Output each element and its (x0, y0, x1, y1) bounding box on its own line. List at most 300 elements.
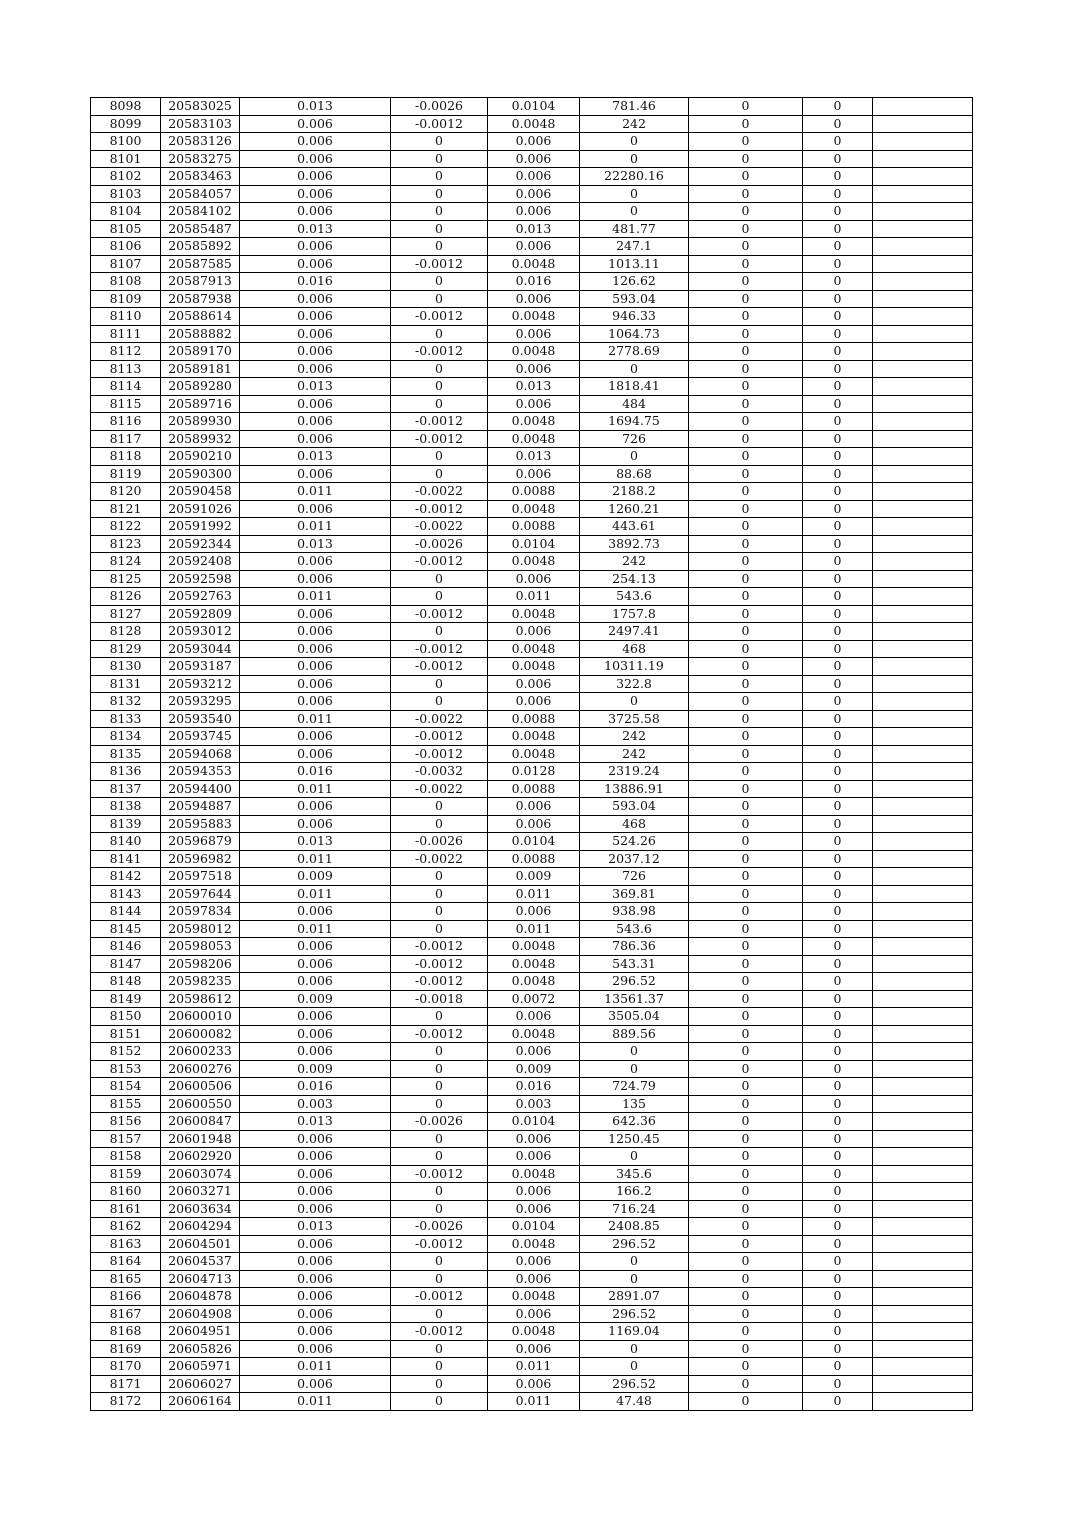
blank-cell (873, 1288, 973, 1306)
value-a-cell: 0.011 (240, 850, 391, 868)
amount-cell: 2891.07 (580, 1288, 689, 1306)
blank-cell (873, 658, 973, 676)
row-number-cell: 8130 (91, 658, 161, 676)
flag-a-cell: 0 (689, 343, 803, 361)
amount-cell: 296.52 (580, 1305, 689, 1323)
amount-cell: 47.48 (580, 1393, 689, 1411)
value-c-cell: 0.006 (488, 798, 580, 816)
flag-b-cell: 0 (803, 1253, 873, 1271)
table-row (91, 1008, 973, 1026)
id-cell: 20595883 (161, 815, 240, 833)
value-b-cell: 0 (391, 693, 488, 711)
value-a-cell: 0.013 (240, 1113, 391, 1131)
flag-a-cell: 0 (689, 1183, 803, 1201)
value-c-cell: 0.006 (488, 290, 580, 308)
value-b-cell: 0 (391, 360, 488, 378)
flag-b-cell: 0 (803, 605, 873, 623)
blank-cell (873, 133, 973, 151)
flag-b-cell: 0 (803, 1165, 873, 1183)
value-c-cell: 0.0048 (488, 255, 580, 273)
table-row (91, 710, 973, 728)
blank-cell (873, 798, 973, 816)
value-c-cell: 0.006 (488, 185, 580, 203)
table-row (91, 833, 973, 851)
row-number-cell: 8126 (91, 588, 161, 606)
amount-cell: 22280.16 (580, 168, 689, 186)
value-c-cell: 0.013 (488, 378, 580, 396)
value-a-cell: 0.016 (240, 1078, 391, 1096)
id-cell: 20592408 (161, 553, 240, 571)
row-number-cell: 8120 (91, 483, 161, 501)
flag-a-cell: 0 (689, 798, 803, 816)
id-cell: 20600233 (161, 1043, 240, 1061)
flag-b-cell: 0 (803, 98, 873, 116)
id-cell: 20585892 (161, 238, 240, 256)
value-a-cell: 0.006 (240, 605, 391, 623)
blank-cell (873, 1130, 973, 1148)
table-row (91, 763, 973, 781)
blank-cell (873, 693, 973, 711)
table-row (91, 413, 973, 431)
id-cell: 20583126 (161, 133, 240, 151)
amount-cell: 296.52 (580, 1235, 689, 1253)
value-a-cell: 0.006 (240, 798, 391, 816)
flag-a-cell: 0 (689, 360, 803, 378)
flag-a-cell: 0 (689, 1288, 803, 1306)
flag-a-cell: 0 (689, 290, 803, 308)
value-b-cell: 0 (391, 1358, 488, 1376)
value-a-cell: 0.011 (240, 483, 391, 501)
flag-b-cell: 0 (803, 1148, 873, 1166)
value-b-cell: 0 (391, 1078, 488, 1096)
table-row (91, 1165, 973, 1183)
amount-cell: 724.79 (580, 1078, 689, 1096)
row-number-cell: 8111 (91, 325, 161, 343)
value-c-cell: 0.0104 (488, 535, 580, 553)
amount-cell: 593.04 (580, 290, 689, 308)
blank-cell (873, 1113, 973, 1131)
row-number-cell: 8169 (91, 1340, 161, 1358)
flag-a-cell: 0 (689, 483, 803, 501)
value-b-cell: 0 (391, 1375, 488, 1393)
row-number-cell: 8133 (91, 710, 161, 728)
value-a-cell: 0.006 (240, 728, 391, 746)
amount-cell: 468 (580, 815, 689, 833)
value-a-cell: 0.006 (240, 640, 391, 658)
flag-a-cell: 0 (689, 1270, 803, 1288)
amount-cell: 10311.19 (580, 658, 689, 676)
blank-cell (873, 518, 973, 536)
flag-b-cell: 0 (803, 658, 873, 676)
value-b-cell: 0 (391, 1270, 488, 1288)
flag-b-cell: 0 (803, 570, 873, 588)
flag-a-cell: 0 (689, 535, 803, 553)
row-number-cell: 8142 (91, 868, 161, 886)
value-b-cell: -0.0032 (391, 763, 488, 781)
blank-cell (873, 220, 973, 238)
flag-a-cell: 0 (689, 1218, 803, 1236)
value-b-cell: -0.0012 (391, 1288, 488, 1306)
flag-a-cell: 0 (689, 465, 803, 483)
row-number-cell: 8123 (91, 535, 161, 553)
blank-cell (873, 1340, 973, 1358)
value-b-cell: 0 (391, 885, 488, 903)
value-b-cell: -0.0012 (391, 640, 488, 658)
value-a-cell: 0.011 (240, 588, 391, 606)
table-row (91, 588, 973, 606)
id-cell: 20597644 (161, 885, 240, 903)
value-b-cell: 0 (391, 1393, 488, 1411)
value-b-cell: 0 (391, 1148, 488, 1166)
row-number-cell: 8128 (91, 623, 161, 641)
value-c-cell: 0.0048 (488, 343, 580, 361)
flag-a-cell: 0 (689, 308, 803, 326)
blank-cell (873, 1305, 973, 1323)
value-c-cell: 0.011 (488, 885, 580, 903)
amount-cell: 1169.04 (580, 1323, 689, 1341)
table-row (91, 1095, 973, 1113)
value-c-cell: 0.006 (488, 133, 580, 151)
blank-cell (873, 1358, 973, 1376)
amount-cell: 13886.91 (580, 780, 689, 798)
amount-cell: 242 (580, 745, 689, 763)
value-c-cell: 0.0088 (488, 483, 580, 501)
value-b-cell: -0.0012 (391, 1025, 488, 1043)
row-number-cell: 8151 (91, 1025, 161, 1043)
value-b-cell: -0.0022 (391, 518, 488, 536)
id-cell: 20600550 (161, 1095, 240, 1113)
blank-cell (873, 448, 973, 466)
flag-a-cell: 0 (689, 168, 803, 186)
amount-cell: 0 (580, 185, 689, 203)
table-row (91, 343, 973, 361)
blank-cell (873, 1078, 973, 1096)
id-cell: 20590210 (161, 448, 240, 466)
blank-cell (873, 780, 973, 798)
value-a-cell: 0.006 (240, 1340, 391, 1358)
flag-b-cell: 0 (803, 763, 873, 781)
blank-cell (873, 570, 973, 588)
flag-a-cell: 0 (689, 973, 803, 991)
table-row (91, 168, 973, 186)
table-row (91, 798, 973, 816)
flag-a-cell: 0 (689, 1025, 803, 1043)
table-row (91, 360, 973, 378)
blank-cell (873, 640, 973, 658)
value-a-cell: 0.006 (240, 1375, 391, 1393)
value-a-cell: 0.006 (240, 203, 391, 221)
row-number-cell: 8104 (91, 203, 161, 221)
row-number-cell: 8137 (91, 780, 161, 798)
value-c-cell: 0.0048 (488, 955, 580, 973)
flag-a-cell: 0 (689, 133, 803, 151)
value-a-cell: 0.006 (240, 395, 391, 413)
flag-a-cell: 0 (689, 623, 803, 641)
value-b-cell: 0 (391, 1305, 488, 1323)
id-cell: 20600082 (161, 1025, 240, 1043)
table-row (91, 325, 973, 343)
flag-a-cell: 0 (689, 710, 803, 728)
table-row (91, 640, 973, 658)
value-b-cell: 0 (391, 675, 488, 693)
blank-cell (873, 605, 973, 623)
table-row (91, 1148, 973, 1166)
value-a-cell: 0.006 (240, 308, 391, 326)
flag-b-cell: 0 (803, 395, 873, 413)
flag-b-cell: 0 (803, 973, 873, 991)
flag-b-cell: 0 (803, 1113, 873, 1131)
value-c-cell: 0.006 (488, 693, 580, 711)
table-row (91, 1060, 973, 1078)
table-row (91, 518, 973, 536)
amount-cell: 2319.24 (580, 763, 689, 781)
blank-cell (873, 885, 973, 903)
amount-cell: 296.52 (580, 973, 689, 991)
flag-a-cell: 0 (689, 1375, 803, 1393)
flag-a-cell: 0 (689, 1305, 803, 1323)
flag-b-cell: 0 (803, 1130, 873, 1148)
flag-a-cell: 0 (689, 413, 803, 431)
id-cell: 20589280 (161, 378, 240, 396)
flag-a-cell: 0 (689, 868, 803, 886)
value-a-cell: 0.006 (240, 553, 391, 571)
value-b-cell: -0.0012 (391, 658, 488, 676)
id-cell: 20606027 (161, 1375, 240, 1393)
value-a-cell: 0.006 (240, 168, 391, 186)
blank-cell (873, 1043, 973, 1061)
blank-cell (873, 763, 973, 781)
flag-b-cell: 0 (803, 955, 873, 973)
flag-a-cell: 0 (689, 98, 803, 116)
row-number-cell: 8165 (91, 1270, 161, 1288)
blank-cell (873, 1095, 973, 1113)
value-c-cell: 0.006 (488, 465, 580, 483)
flag-b-cell: 0 (803, 745, 873, 763)
id-cell: 20603634 (161, 1200, 240, 1218)
flag-b-cell: 0 (803, 850, 873, 868)
table-row (91, 605, 973, 623)
flag-b-cell: 0 (803, 185, 873, 203)
value-a-cell: 0.006 (240, 430, 391, 448)
flag-a-cell: 0 (689, 448, 803, 466)
flag-b-cell: 0 (803, 1025, 873, 1043)
row-number-cell: 8115 (91, 395, 161, 413)
flag-a-cell: 0 (689, 675, 803, 693)
value-c-cell: 0.006 (488, 1200, 580, 1218)
blank-cell (873, 115, 973, 133)
blank-cell (873, 675, 973, 693)
value-b-cell: 0 (391, 920, 488, 938)
id-cell: 20600506 (161, 1078, 240, 1096)
amount-cell: 254.13 (580, 570, 689, 588)
amount-cell: 369.81 (580, 885, 689, 903)
value-b-cell: -0.0012 (391, 1323, 488, 1341)
value-a-cell: 0.006 (240, 1165, 391, 1183)
id-cell: 20592598 (161, 570, 240, 588)
value-a-cell: 0.006 (240, 465, 391, 483)
flag-a-cell: 0 (689, 780, 803, 798)
table-row (91, 448, 973, 466)
row-number-cell: 8118 (91, 448, 161, 466)
row-number-cell: 8162 (91, 1218, 161, 1236)
blank-cell (873, 728, 973, 746)
flag-b-cell: 0 (803, 133, 873, 151)
value-b-cell: -0.0026 (391, 833, 488, 851)
blank-cell (873, 185, 973, 203)
value-b-cell: -0.0012 (391, 553, 488, 571)
row-number-cell: 8112 (91, 343, 161, 361)
value-a-cell: 0.013 (240, 448, 391, 466)
amount-cell: 2497.41 (580, 623, 689, 641)
row-number-cell: 8146 (91, 938, 161, 956)
blank-cell (873, 1165, 973, 1183)
amount-cell: 1013.11 (580, 255, 689, 273)
value-b-cell: -0.0012 (391, 343, 488, 361)
value-c-cell: 0.011 (488, 920, 580, 938)
id-cell: 20593295 (161, 693, 240, 711)
table-body (91, 98, 973, 1411)
row-number-cell: 8099 (91, 115, 161, 133)
flag-b-cell: 0 (803, 343, 873, 361)
value-a-cell: 0.006 (240, 658, 391, 676)
flag-a-cell: 0 (689, 1235, 803, 1253)
blank-cell (873, 500, 973, 518)
flag-b-cell: 0 (803, 780, 873, 798)
table-row (91, 203, 973, 221)
value-b-cell: 0 (391, 150, 488, 168)
row-number-cell: 8167 (91, 1305, 161, 1323)
flag-a-cell: 0 (689, 378, 803, 396)
value-a-cell: 0.011 (240, 780, 391, 798)
table-row (91, 850, 973, 868)
amount-cell: 3892.73 (580, 535, 689, 553)
amount-cell: 0 (580, 360, 689, 378)
value-c-cell: 0.006 (488, 360, 580, 378)
id-cell: 20604501 (161, 1235, 240, 1253)
value-c-cell: 0.006 (488, 570, 580, 588)
id-cell: 20592809 (161, 605, 240, 623)
flag-b-cell: 0 (803, 675, 873, 693)
value-b-cell: 0 (391, 290, 488, 308)
row-number-cell: 8147 (91, 955, 161, 973)
id-cell: 20596879 (161, 833, 240, 851)
flag-b-cell: 0 (803, 1218, 873, 1236)
amount-cell: 786.36 (580, 938, 689, 956)
flag-a-cell: 0 (689, 938, 803, 956)
amount-cell: 242 (580, 553, 689, 571)
amount-cell: 938.98 (580, 903, 689, 921)
blank-cell (873, 98, 973, 116)
amount-cell: 0 (580, 1358, 689, 1376)
value-b-cell: -0.0012 (391, 728, 488, 746)
value-c-cell: 0.0048 (488, 938, 580, 956)
flag-a-cell: 0 (689, 430, 803, 448)
amount-cell: 524.26 (580, 833, 689, 851)
amount-cell: 135 (580, 1095, 689, 1113)
value-b-cell: 0 (391, 220, 488, 238)
table-row (91, 220, 973, 238)
blank-cell (873, 465, 973, 483)
blank-cell (873, 553, 973, 571)
flag-b-cell: 0 (803, 290, 873, 308)
amount-cell: 126.62 (580, 273, 689, 291)
row-number-cell: 8110 (91, 308, 161, 326)
blank-cell (873, 973, 973, 991)
table-row (91, 1200, 973, 1218)
amount-cell: 2188.2 (580, 483, 689, 501)
blank-cell (873, 308, 973, 326)
value-c-cell: 0.006 (488, 1130, 580, 1148)
id-cell: 20604537 (161, 1253, 240, 1271)
row-number-cell: 8108 (91, 273, 161, 291)
blank-cell (873, 955, 973, 973)
value-b-cell: 0 (391, 1130, 488, 1148)
table-row (91, 1305, 973, 1323)
row-number-cell: 8153 (91, 1060, 161, 1078)
value-b-cell: -0.0012 (391, 938, 488, 956)
value-a-cell: 0.013 (240, 1218, 391, 1236)
amount-cell: 0 (580, 693, 689, 711)
amount-cell: 166.2 (580, 1183, 689, 1201)
value-b-cell: 0 (391, 588, 488, 606)
id-cell: 20593540 (161, 710, 240, 728)
table-row (91, 98, 973, 116)
flag-b-cell: 0 (803, 535, 873, 553)
table-row (91, 115, 973, 133)
id-cell: 20589716 (161, 395, 240, 413)
value-c-cell: 0.0104 (488, 98, 580, 116)
table-row (91, 255, 973, 273)
value-a-cell: 0.006 (240, 413, 391, 431)
flag-b-cell: 0 (803, 1305, 873, 1323)
value-a-cell: 0.006 (240, 570, 391, 588)
value-a-cell: 0.013 (240, 98, 391, 116)
value-b-cell: 0 (391, 465, 488, 483)
id-cell: 20583025 (161, 98, 240, 116)
row-number-cell: 8140 (91, 833, 161, 851)
id-cell: 20592763 (161, 588, 240, 606)
blank-cell (873, 238, 973, 256)
id-cell: 20591992 (161, 518, 240, 536)
flag-b-cell: 0 (803, 920, 873, 938)
amount-cell: 543.31 (580, 955, 689, 973)
row-number-cell: 8107 (91, 255, 161, 273)
amount-cell: 726 (580, 868, 689, 886)
flag-a-cell: 0 (689, 885, 803, 903)
value-b-cell: 0 (391, 395, 488, 413)
value-b-cell: -0.0012 (391, 430, 488, 448)
row-number-cell: 8154 (91, 1078, 161, 1096)
id-cell: 20604908 (161, 1305, 240, 1323)
value-c-cell: 0.0048 (488, 1025, 580, 1043)
table-row (91, 1393, 973, 1411)
flag-b-cell: 0 (803, 308, 873, 326)
id-cell: 20603074 (161, 1165, 240, 1183)
table-row (91, 133, 973, 151)
blank-cell (873, 273, 973, 291)
table-row (91, 378, 973, 396)
amount-cell: 543.6 (580, 920, 689, 938)
flag-a-cell: 0 (689, 1095, 803, 1113)
flag-a-cell: 0 (689, 920, 803, 938)
flag-a-cell: 0 (689, 185, 803, 203)
table-row (91, 1235, 973, 1253)
table-row (91, 903, 973, 921)
flag-b-cell: 0 (803, 640, 873, 658)
value-b-cell: -0.0026 (391, 1113, 488, 1131)
row-number-cell: 8131 (91, 675, 161, 693)
flag-a-cell: 0 (689, 238, 803, 256)
